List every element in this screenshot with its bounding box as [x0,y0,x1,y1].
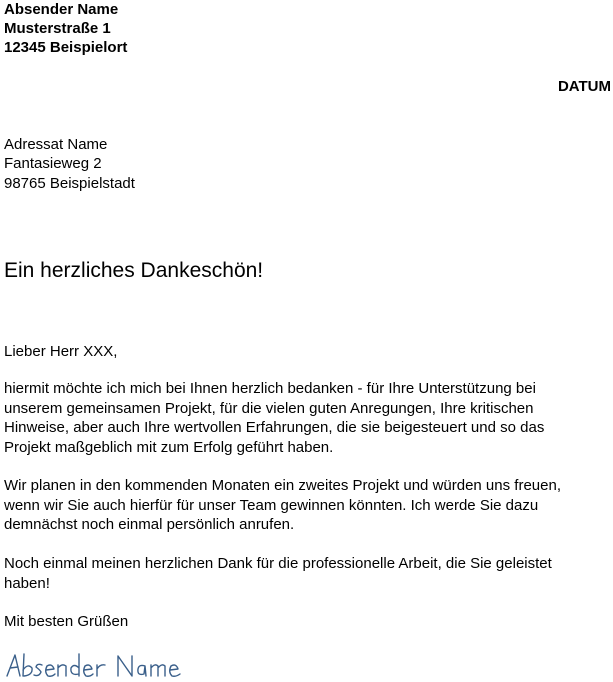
paragraph-line: wenn wir Sie auch hierfür für unser Team gewinnen könnten. Ich werde Sie dazu [4,496,539,514]
body-paragraph-2 [4,476,609,535]
letter-date: DATUM [557,78,611,95]
sender-street: Musterstraße 1 [4,20,111,37]
paragraph-line: Projekt maßgeblich mit zum Erfolg geführt haben. [4,438,334,456]
paragraph-line: unserem gemeinsamen Projekt, für die vielen guten Anregungen, Ihre kritischen [4,399,534,417]
paragraph-line: demnächst noch einmal persönlich anrufen. [4,516,295,533]
salutation: Lieber Herr XXX, [4,343,118,360]
sender-city: 12345 Beispielort [4,39,128,56]
sender-name: Absender Name [4,1,119,18]
handwritten-signature [4,650,204,682]
recipient-street: Fantasieweg 2 [4,155,102,172]
body-paragraph-1 [4,379,609,457]
paragraph-line: Hinweise, aber auch Ihre wertvollen Erfahrungen, die sie beigesteuert und so das [4,419,545,436]
recipient-name: Adressat Name [4,136,108,153]
letter-subject: Ein herzliches Dankeschön! [4,259,264,282]
paragraph-line: Noch einmal meinen herzlichen Dank für die professionelle Arbeit, die Sie geleistet [4,555,552,572]
paragraph-line: Wir planen in den kommenden Monaten ein zweites Projekt und würden uns freuen, [4,477,561,494]
body-paragraph-3 [4,554,609,593]
closing: Mit besten Grüßen [4,613,129,630]
paragraph-line: hiermit möchte ich mich bei Ihnen herzlich bedanken - für Ihre Unterstützung bei [4,380,536,397]
paragraph-line: haben! [4,574,50,592]
recipient-city: 98765 Beispielstadt [4,175,135,192]
